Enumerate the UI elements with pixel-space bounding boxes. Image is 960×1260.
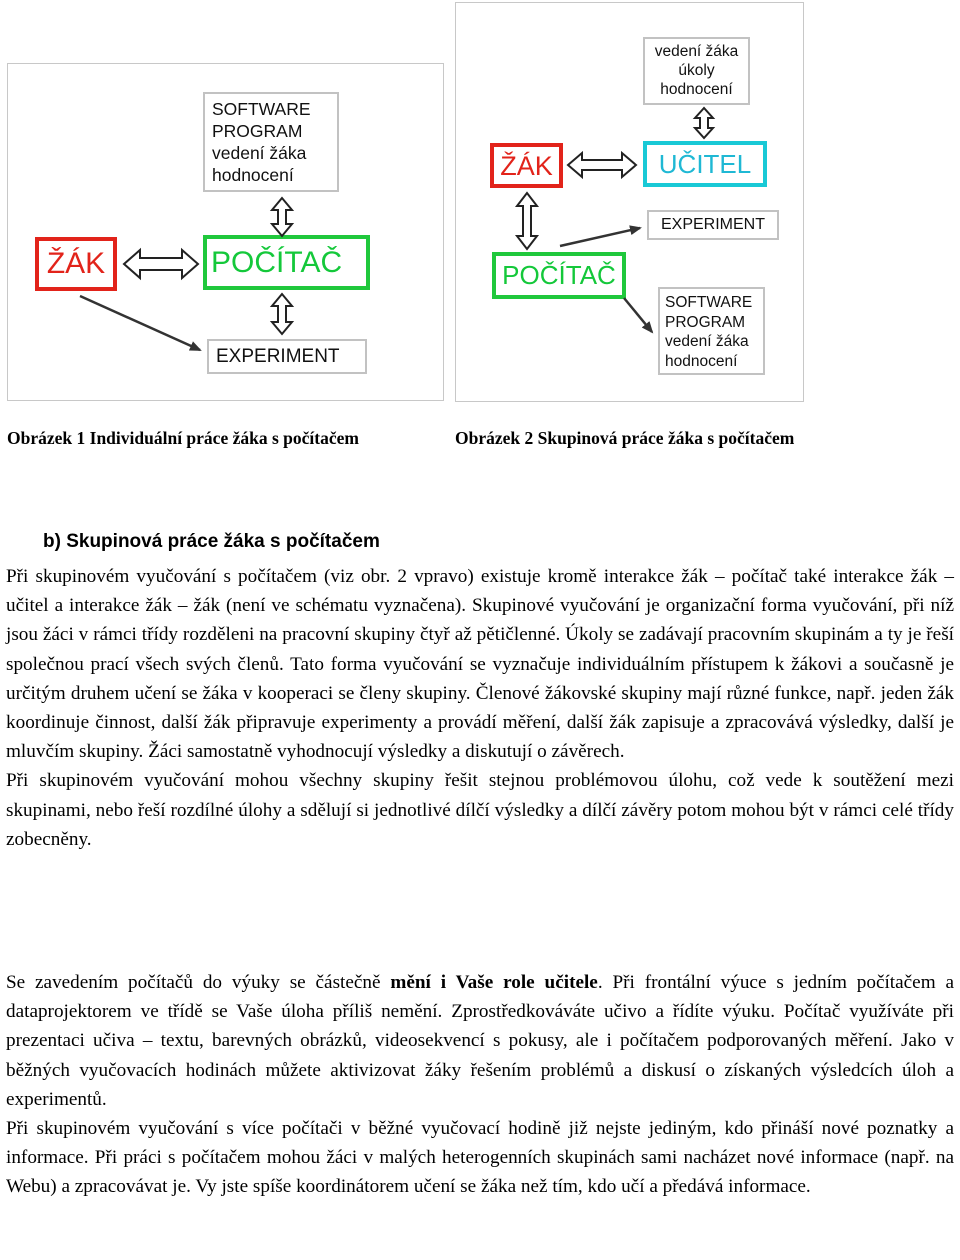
fig2-top-box: vedení žáka úkoly hodnocení [643,37,750,105]
diagram-arrows [0,0,960,420]
fig2-ucitel-box: UČITEL [643,141,767,187]
fig1-zak-box: ŽÁK [35,237,117,291]
fig2-arrow-zak-ucitel [568,153,636,177]
section-heading: b) Skupinová práce žáka s počítačem [43,531,380,552]
paragraph-4: Při skupinovém vyučování s více počítači v běžné vyučovací hodině již nejste jediným, kdo přináší nové poznatky a informace. Při práci s počítačem mohou žáci v malých heterogenních skupinách sami nacházet nové informace (např. na Webu) a zpracovávat je. Vy jste spíše koordinátorem učení se žáka než tím, kdo učí a předává informace. [6,1118,954,1198]
fig1-pocitac-box: POČÍTAČ [203,235,370,290]
figure-2-caption: Obrázek 2 Skupinová práce žáka s počítačem [455,428,795,448]
section-body [6,562,954,854]
fig1-experiment-box: EXPERIMENT [207,339,367,374]
fig2-arrow-pocitac-software [624,298,652,332]
paragraph-2: Při skupinovém vyučování mohou všechny skupiny řešit stejnou problémovou úlohu, což vede k soutěžení mezi skupinami, nebo řeší rozdílné úlohy a sdělují si jednotlivé dílčí výsledky a dílčí závěry potom mohou být v rámci celé třídy zobecněny. [6,770,954,850]
fig1-arrow-pocitac-experiment [272,294,292,334]
fig1-arrow-zak-pocitac [124,250,198,278]
fig2-experiment-box: EXPERIMENT [647,210,779,240]
section2-body [6,968,954,1202]
paragraph-3: Se zavedením počítačů do výuky se částečně mění i Vaše role učitele. Při frontální výuce s jedním počítačem a dataprojektorem ve třídě se Vaše úloha příliš nemění. Zprostředkováváte učivo a řídíte výuku. Počítač využíváte při prezentaci učiva – textu, barevných obrázků, videosekvencí s pokusy, ale i počítačem podporovaných měření. Jako v běžných vyučovacích hodinách můžete aktivizovat žáky řešením problémů a diskusí o získaných výsledcích úloh a experimentů. [6,972,954,1110]
fig2-arrow-top-ucitel [695,108,713,138]
role-emphasis: mění i Vaše role učitele [390,972,598,993]
fig1-arrow-software-pocitac [272,198,292,236]
fig2-zak-box: ŽÁK [490,143,563,188]
fig1-software-box: SOFTWARE PROGRAM vedení žáka hodnocení [203,92,339,192]
fig2-pocitac-box: POČÍTAČ [492,252,626,299]
fig2-arrow-zak-pocitac [517,193,537,249]
fig2-software-box: SOFTWARE PROGRAM vedení žáka hodnocení [658,287,765,375]
figure-1-caption: Obrázek 1 Individuální práce žáka s počítačem [7,428,359,448]
paragraph-1: Při skupinovém vyučování s počítačem (viz obr. 2 vpravo) existuje kromě interakce žák – počítač také interakce žák – učitel a interakce žák – žák (není ve schématu vyznačena). Skupinové vyučování je organizační forma vyučování, při níž jsou žáci v rámci třídy rozděleni na pracovní skupiny čtyř až pětičlenné. Úkoly se zadávají pracovním skupinám a ty je řeší společnou prací všech svých členů. Tato forma vyučování se vyznačuje individuálním přístupem k žákovi a současně je určitým druhem učení se žáka v kooperaci se členy skupiny. Členové žákovské skupiny mají různé funkce, např. jeden žák koordinuje činnost, další žák připravuje experimenty a provádí měření, další žák zapisuje a zpracovává výsledky, další je mluvčím skupiny. Žáci samostatně vyhodnocují výsledky a diskutují o závěrech. [6,566,954,763]
fig1-arrow-zak-experiment [80,296,200,350]
fig2-arrow-zak-experiment [560,228,640,246]
